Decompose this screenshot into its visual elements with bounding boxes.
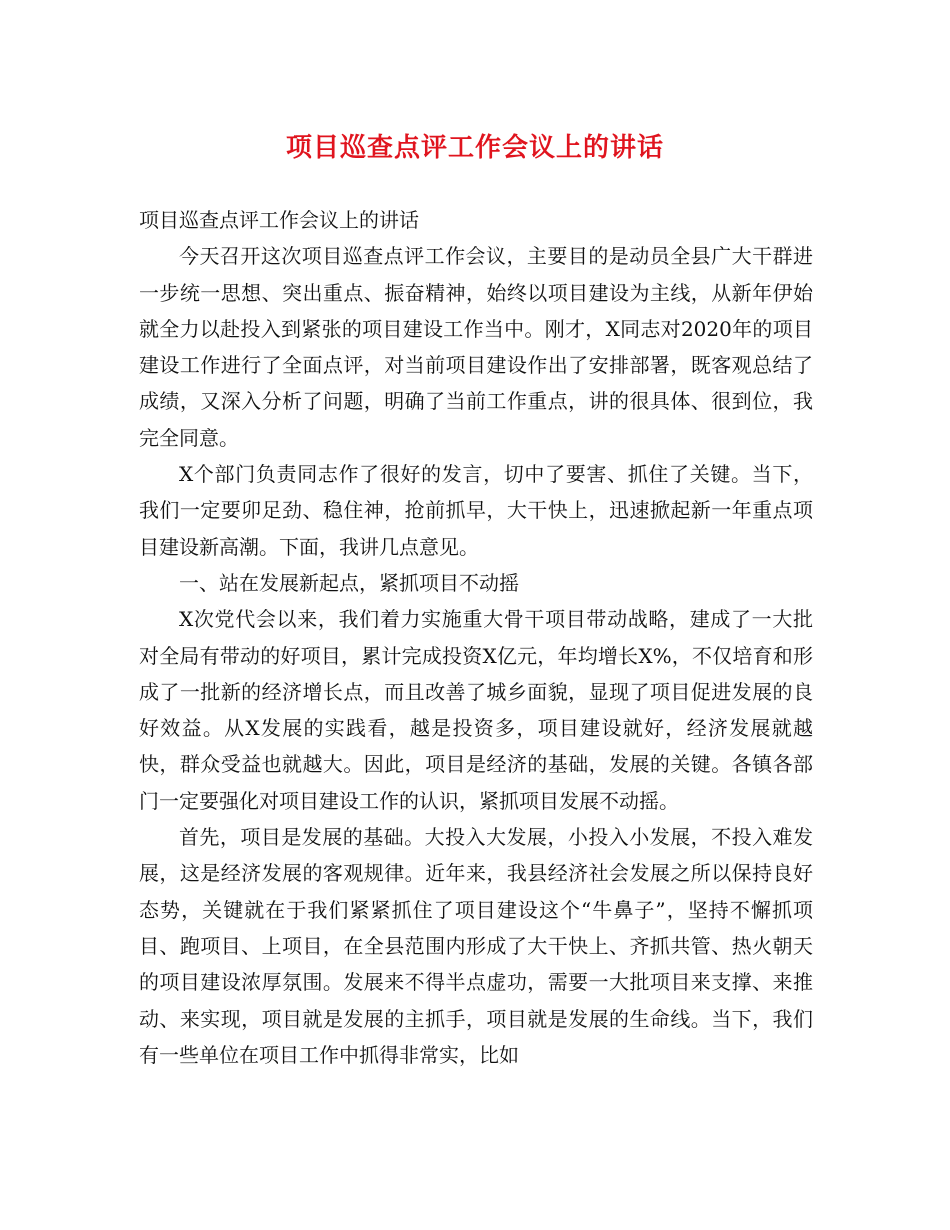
- body-subtitle: 项目巡查点评工作会议上的讲话: [139, 208, 419, 232]
- document-body: [139, 202, 813, 1073]
- paragraph: X个部门负责同志作了很好的发言，切中了要害、抓住了关键。当下，我们一定要卯足劲、稳住神，抢前抓早，大干快上，迅速掀起新一年重点项目建设新高潮。下面，我讲几点意见。: [139, 462, 813, 559]
- section-heading: 一、站在发展新起点，紧抓项目不动摇: [179, 570, 519, 595]
- paragraph: 今天召开这次项目巡查点评工作会议，主要目的是动员全县广大干群进一步统一思想、突出重点、振奋精神，始终以项目建设为主线，从新年伊始就全力以赴投入到紧张的项目建设工作当中。刚才，X同志对2020年的项目建设工作进行了全面点评，对当前项目建设作出了安排部署，既客观总结了成绩，又深入分析了问题，明确了当前工作重点，讲的很具体、很到位，我完全同意。: [139, 244, 813, 450]
- paragraph: X次党代会以来，我们着力实施重大骨干项目带动战略，建成了一大批对全局有带动的好项目，累计完成投资X亿元，年均增长X%，不仅培育和形成了一批新的经济增长点，而且改善了城乡面貌，显现了项目促进发展的良好效益。从X发展的实践看，越是投资多，项目建设就好，经济发展就越快，群众受益也就越大。因此，项目是经济的基础，发展的关键。各镇各部门一定要强化对项目建设工作的认识，紧抓项目发展不动摇。: [139, 607, 813, 813]
- document-title: 项目巡查点评工作会议上的讲话: [285, 133, 664, 163]
- paragraph: 首先，项目是发展的基础。大投入大发展，小投入小发展，不投入难发展，这是经济发展的客观规律。近年来，我县经济社会发展之所以保持良好态势，关键就在于我们紧紧抓住了项目建设这个“牛鼻子”，坚持不懈抓项目、跑项目、上项目，在全县范围内形成了大干快上、齐抓共管、热火朝天的项目建设浓厚氛围。发展来不得半点虚功，需要一大批项目来支撑、来推动、来实现，项目就是发展的主抓手，项目就是发展的生命线。当下，我们有一些单位在项目工作中抓得非常实，比如: [139, 825, 813, 1067]
